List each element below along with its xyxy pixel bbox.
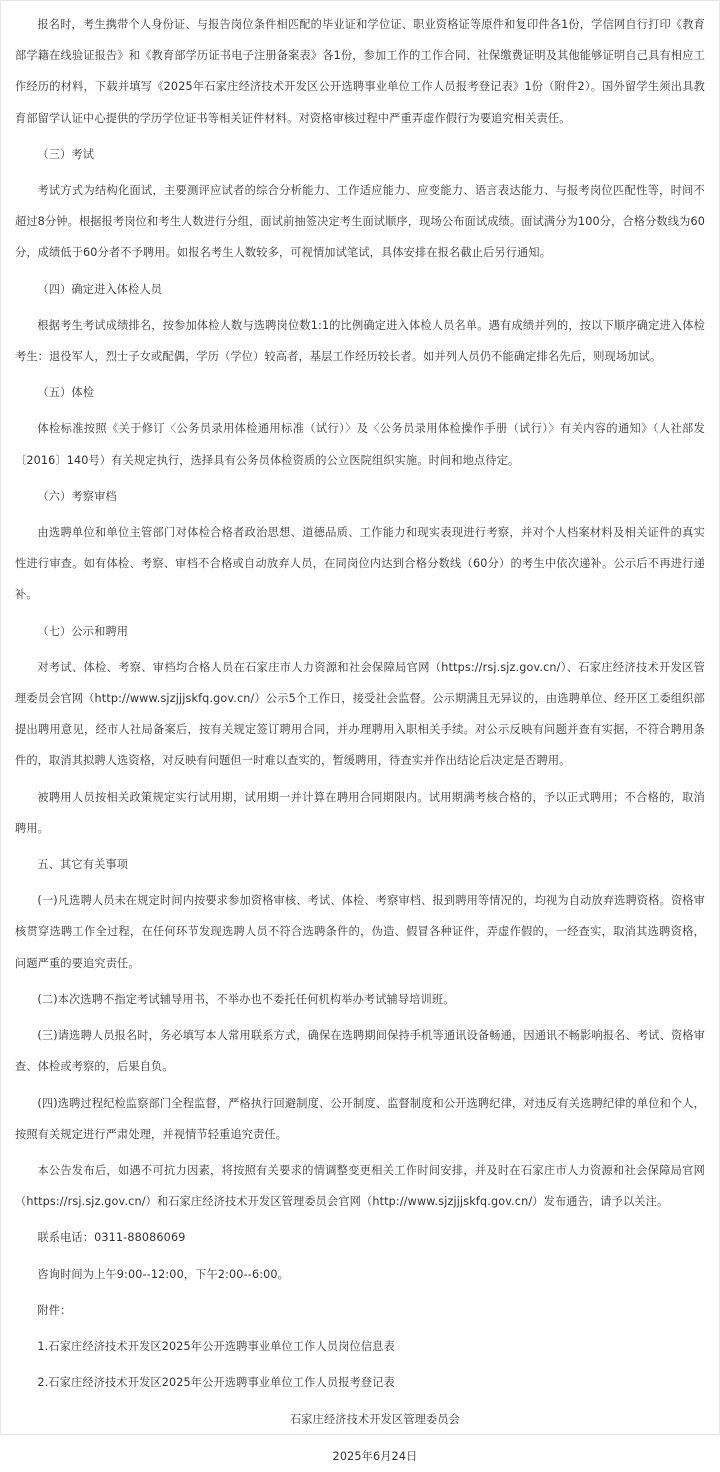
paragraph-publicity: 对考试、体检、考察、审档均合格人员在石家庄市人力资源和社会保障局官网（https://rsj.sjz.gov.cn/）、石家庄经济技术开发区管理委员会官网（http://www.sjzjjjskfq.gov.cn/）公示5个工作日，接受社会监督。公示期满且无异议的，由选聘单位、经开区工委组织部提出聘用意见，经市人社局备案后，按有关规定签订聘用合同，并办理聘用入职相关手续。对公示反映有问题并查有实据，不符合聘用条件的，取消其拟聘人选资格，对反映有问题但一时难以查实的，暂缓聘用，待查实并作出结论后决定是否聘用。 (15, 660, 705, 768)
paragraph-matter-3: (三)请选聘人员报名时，务必填写本人常用联系方式，确保在选聘期间保持手机等通讯设备畅通，因通讯不畅影响报名、考试、资格审查、体检或考察的，后果自负。 (15, 1029, 705, 1074)
heading-inspection: （六）考察审档 (37, 489, 117, 503)
paragraph-medical-candidates: 根据考生考试成绩排名，按参加体检人数与选聘岗位数1:1的比例确定进入体检人员名单。遇有成绩并列的，按以下顺序确定进入体检考生：退役军人，烈士子女或配偶，学历（学位）较高者，基层工作经历较长者。如并列人员仍不能确定排名先后，则现场加试。 (15, 318, 705, 364)
paragraph-inspection: 由选聘单位和单位主管部门对体检合格者政治思想、道德品质、工作能力和现实表现进行考察，并对个人档案材料及相关证件的真实性进行审查。如有体检、考察、审档不合格或自动放弃人员，在同岗位内达到合格分数线（60分）的考生中依次递补。公示后不再进行递补。 (15, 526, 705, 602)
attachments-label: 附件： (37, 1303, 72, 1317)
paragraph-exam: 考试方式为结构化面试，主要测评应试者的综合分析能力、工作适应能力、应变能力、语言表达能力、与报考岗位匹配性等，时间不超过8分钟。根据报考岗位和考生人数进行分组，面试前抽签决定考生面试顺序，现场公布面试成绩。面试满分为100分，合格分数线为60分，成绩低于60分者不予聘用。如报名考生人数较多，可视情加试笔试，具体安排在报名截止后另行通知。 (15, 184, 705, 260)
heading-medical: （五）体检 (37, 386, 95, 400)
paragraph-matter-2: (二)本次选聘不指定考试辅导用书，不举办也不委托任何机构举办考试辅导培训班。 (37, 992, 455, 1006)
heading-medical-candidates: （四）确定进入体检人员 (37, 282, 163, 296)
heading-other-matters: 五、其它有关事项 (37, 858, 129, 872)
issue-date: 2025年6月24日 (332, 1449, 418, 1463)
issuer-signature: 石家庄经济技术开发区管理委员会 (289, 1413, 461, 1427)
paragraph-force-majeure: 本公告发布后，如遇不可抗力因素，将按照有关要求的情调整变更相关工作时间安排，并及时在石家庄市人力资源和社会保障局官网（https://rsj.sjz.gov.cn/）和石家庄经济技术开发区管理委员会官网（http://www.sjzjjjskfq.gov.cn/）发布通告，请予以关注。 (15, 1163, 705, 1209)
consult-hours: 咨询时间为上午9:00--12:00，下午2:00--6:00。 (37, 1267, 290, 1281)
attachment-1: 1.石家庄经济技术开发区2025年公开选聘事业单位工作人员岗位信息表 (37, 1339, 395, 1353)
paragraph-matter-4: (四)选聘过程纪检监察部门全程监督，严格执行回避制度、公开制度、监督制度和公开选聘纪律，对违反有关选聘纪律的单位和个人，按照有关规定进行严肃处理，并视情节轻重追究责任。 (15, 1096, 705, 1141)
heading-publicity-hiring: （七）公示和聘用 (37, 624, 129, 638)
heading-exam: （三）考试 (37, 147, 95, 161)
contact-phone: 联系电话：0311-88086069 (37, 1231, 186, 1245)
paragraph-medical: 体检标准按照《关于修订〈公务员录用体检通用标准（试行）〉及〈公务员录用体检操作手册（试行）〉有关内容的通知》（人社部发〔2016〕140号）有关规定执行，选择具有公务员体检资质的公立医院组织实施。时间和地点待定。 (15, 422, 705, 467)
paragraph-registration-materials: 报名时，考生携带个人身份证、与报告岗位条件相匹配的毕业证和学位证、职业资格证等原件和复印件各1份，学信网自行打印《教育部学籍在线验证报告》和《教育部学历证书电子注册备案表》各1份，参加工作的工作合同、社保缴费证明及其他能够证明自己具有相应工作经历的材料，下载并填写《2025年石家庄经济技术开发区公开选聘事业单位工作人员报考登记表》1份（附件2）。国外留学生须出具教育部留学认证中心提供的学历学位证书等相关证件材料。对资格审核过程中严重弄虚作假行为要追究相关责任。 (15, 18, 705, 125)
attachment-2: 2.石家庄经济技术开发区2025年公开选聘事业单位工作人员报考登记表 (37, 1376, 395, 1390)
paragraph-matter-1: (一)凡选聘人员未在规定时间内按要求参加资格审核、考试、体检、考察审档、报到聘用等情况的，均视为自动放弃选聘资格。资格审核贯穿选聘工作全过程，在任何环节发现选聘人员不符合选聘条件的，伪造、假冒各种证件，弄虚作假的，一经查实，取消其选聘资格，问题严重的要追究责任。 (15, 894, 705, 970)
paragraph-probation: 被聘用人员按相关政策规定实行试用期，试用期一并计算在聘用合同期限内。试用期满考核合格的，予以正式聘用；不合格的，取消聘用。 (15, 790, 705, 835)
